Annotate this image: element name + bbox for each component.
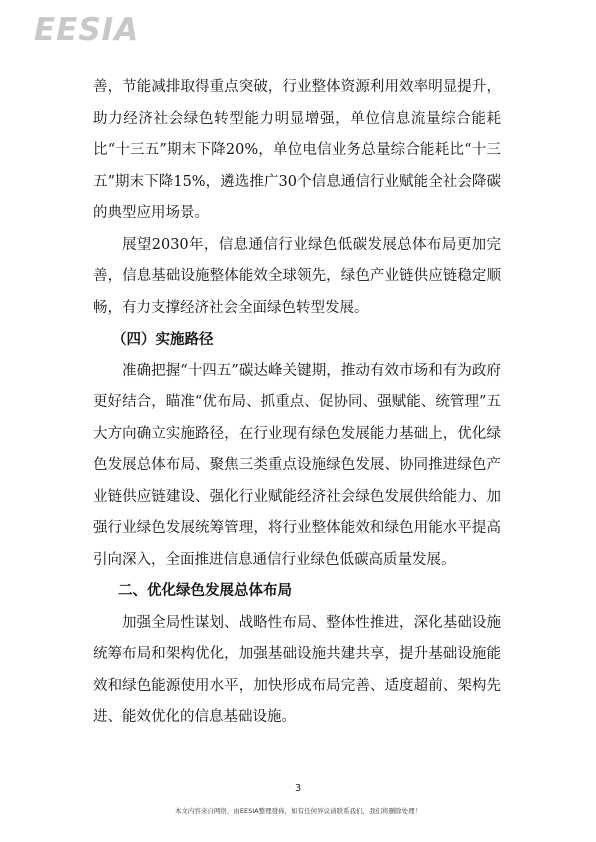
section-heading-implementation-path: （四）实施路径 [112, 331, 214, 348]
paragraph-optimize-layout: 加强全局性谋划、战略性布局、整体性推进，深化基础设施统筹布局和架构优化，加强基础设施共建共享，提升基础设施能效和绿色能源使用水平，加快形成布局完善、适度超前、架构先进、能效优化的信息基础设施。 [93, 614, 501, 725]
eesia-logo: EESIA [34, 12, 140, 48]
paragraph-implementation-path: 准确把握“十四五”碳达峰关键期，推动有效市场和有为政府更好结合，瞄准“优布局、抓重点、促协同、强赋能、统管理”五大方向确立实施路径，在行业现有绿色发展能力基础上，优化绿色发展总体布局、聚焦三类重点设施绿色发展、协同推进绿色产业链供应链建设、强化行业赋能经济社会绿色发展供给能力、加强行业绿色发展统筹管理，将行业整体能效和绿色用能水平提高引向深入，全面推进信息通信行业绿色低碳高质量发展。 [93, 362, 501, 568]
document-body [93, 72, 501, 734]
paragraph-continuation: 善，节能减排取得重点突破，行业整体资源利用效率明显提升，助力经济社会绿色转型能力明显增强，单位信息流量综合能耗比“十三五”期末下降20%，单位电信业务总量综合能耗比“十三五”期末下降15%，遴选推广30个信息通信行业赋能全社会降碳的典型应用场景。 [93, 79, 501, 221]
paragraph-outlook-2030: 展望2030年，信息通信行业绿色低碳发展总体布局更加完善，信息基础设施整体能效全球领先，绿色产业链供应链稳定顺畅，有力支撑经济社会全面绿色转型发展。 [93, 236, 501, 316]
footer-disclaimer: 本文内容来自网络，由EESIA整理發佈，如有任何异议请联系我们，我们将删除处理！ [174, 807, 422, 815]
chapter-heading-optimize-layout: 二、优化绿色发展总体布局 [118, 583, 292, 599]
page-number: 3 [294, 783, 302, 794]
